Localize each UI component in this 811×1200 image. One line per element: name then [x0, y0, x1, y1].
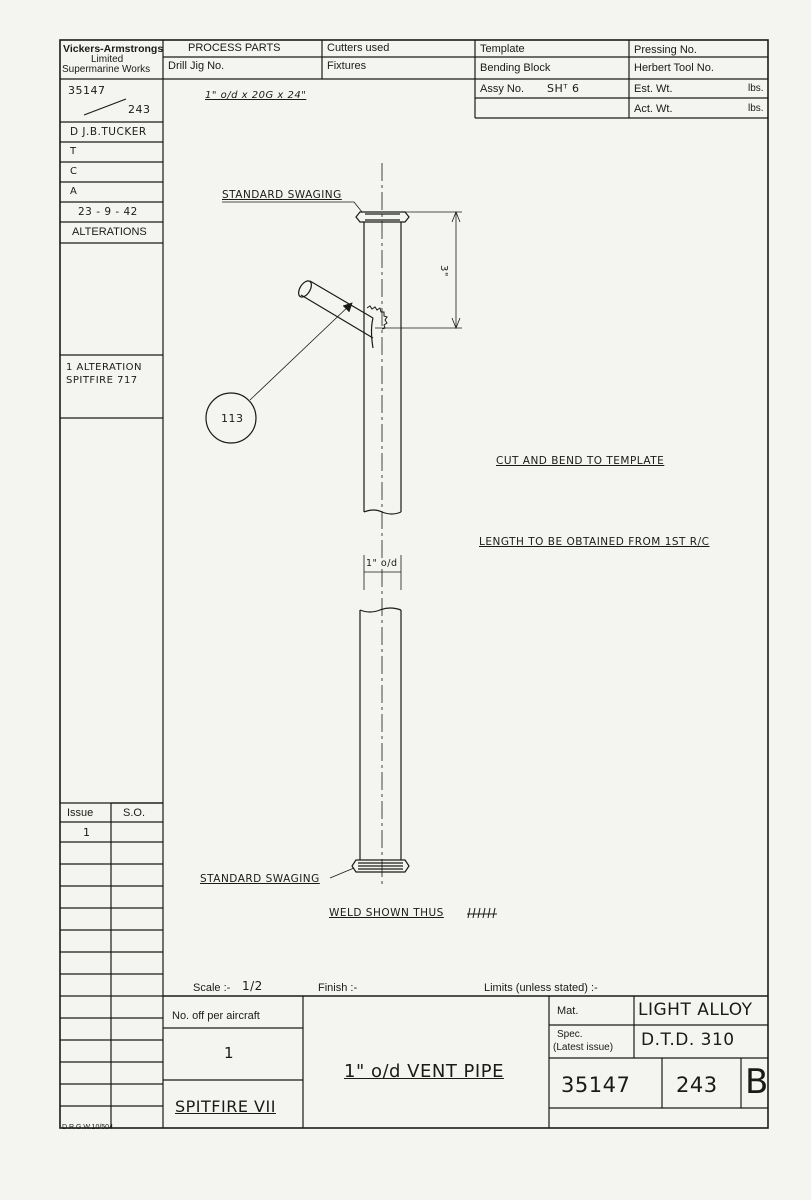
herbert-tool-label: Herbert Tool No.: [634, 62, 714, 74]
scale-value: 1/2: [242, 979, 263, 993]
so-header: S.O.: [123, 807, 146, 819]
dimension-3in: 3": [437, 265, 449, 277]
act-wt-unit: lbs.: [748, 103, 764, 114]
sheet-number: 243: [676, 1073, 718, 1097]
ref-sheet-number: 243: [128, 103, 151, 116]
standard-swaging-bottom: STANDARD SWAGING: [200, 873, 320, 885]
finish-label: Finish :-: [318, 982, 358, 994]
spec-value: D.T.D. 310: [641, 1030, 735, 1050]
issue-1: 1: [83, 826, 91, 839]
length-note: LENGTH TO BE OBTAINED FROM 1ST R/C: [479, 536, 710, 548]
part-name: 1" o/d VENT PIPE: [344, 1061, 504, 1082]
spec-label-2: (Latest issue): [553, 1042, 614, 1053]
pressing-no-label: Pressing No.: [634, 44, 697, 56]
weld-note: WELD SHOWN THUS: [329, 907, 444, 919]
standard-swaging-top: STANDARD SWAGING: [222, 189, 342, 201]
assy-no-label: Assy No.: [480, 83, 525, 95]
alteration-note-line2: SPITFIRE 717: [66, 375, 138, 386]
alteration-note-line1: 1 ALTERATION: [66, 362, 143, 373]
company-name-line2: Limited: [91, 54, 124, 65]
process-parts-label: PROCESS PARTS: [188, 42, 281, 54]
mat-value: LIGHT ALLOY: [638, 1000, 753, 1020]
est-wt-label: Est. Wt.: [634, 83, 673, 95]
footer-reference: D.R.G.W.10/504: [62, 1124, 113, 1131]
issue-letter: B: [745, 1062, 769, 1102]
checked-by: C: [70, 166, 78, 177]
no-off-label: No. off per aircraft: [172, 1010, 260, 1022]
template-label: Template: [480, 43, 525, 55]
cut-and-bend-note: CUT AND BEND TO TEMPLATE: [496, 455, 665, 467]
assy-no-value: SHᵀ 6: [547, 82, 580, 95]
ref-drawing-number: 35147: [68, 84, 106, 97]
cutters-used-label: Cutters used: [327, 42, 390, 54]
drawn-by: D J.B.TUCKER: [70, 126, 147, 138]
balloon-113: 113: [221, 412, 244, 425]
od-note: 1" o/d: [366, 558, 398, 569]
issue-header: Issue: [67, 807, 94, 819]
material-spec: 1" o/d x 20G x 24": [205, 90, 307, 101]
traced-by: T: [70, 146, 77, 157]
act-wt-label: Act. Wt.: [634, 103, 673, 115]
est-wt-unit: lbs.: [748, 83, 764, 94]
company-name-line1: Vickers-Armstrongs: [63, 43, 164, 55]
no-off-value: 1: [224, 1044, 235, 1062]
aircraft-name: SPITFIRE VII: [175, 1097, 276, 1116]
drawing-date: 23 - 9 - 42: [78, 206, 138, 218]
mat-label: Mat.: [557, 1005, 579, 1017]
spec-label-1: Spec.: [557, 1029, 583, 1040]
approved-by: A: [70, 186, 78, 197]
scale-label: Scale :-: [193, 982, 231, 994]
alterations-heading: ALTERATIONS: [72, 226, 147, 238]
drill-jig-label: Drill Jig No.: [168, 60, 225, 72]
drawing-number: 35147: [561, 1073, 631, 1097]
limits-label: Limits (unless stated) :-: [484, 982, 598, 994]
company-name-line3: Supermarine Works: [62, 64, 151, 75]
fixtures-label: Fixtures: [327, 60, 367, 72]
bending-block-label: Bending Block: [480, 62, 551, 74]
